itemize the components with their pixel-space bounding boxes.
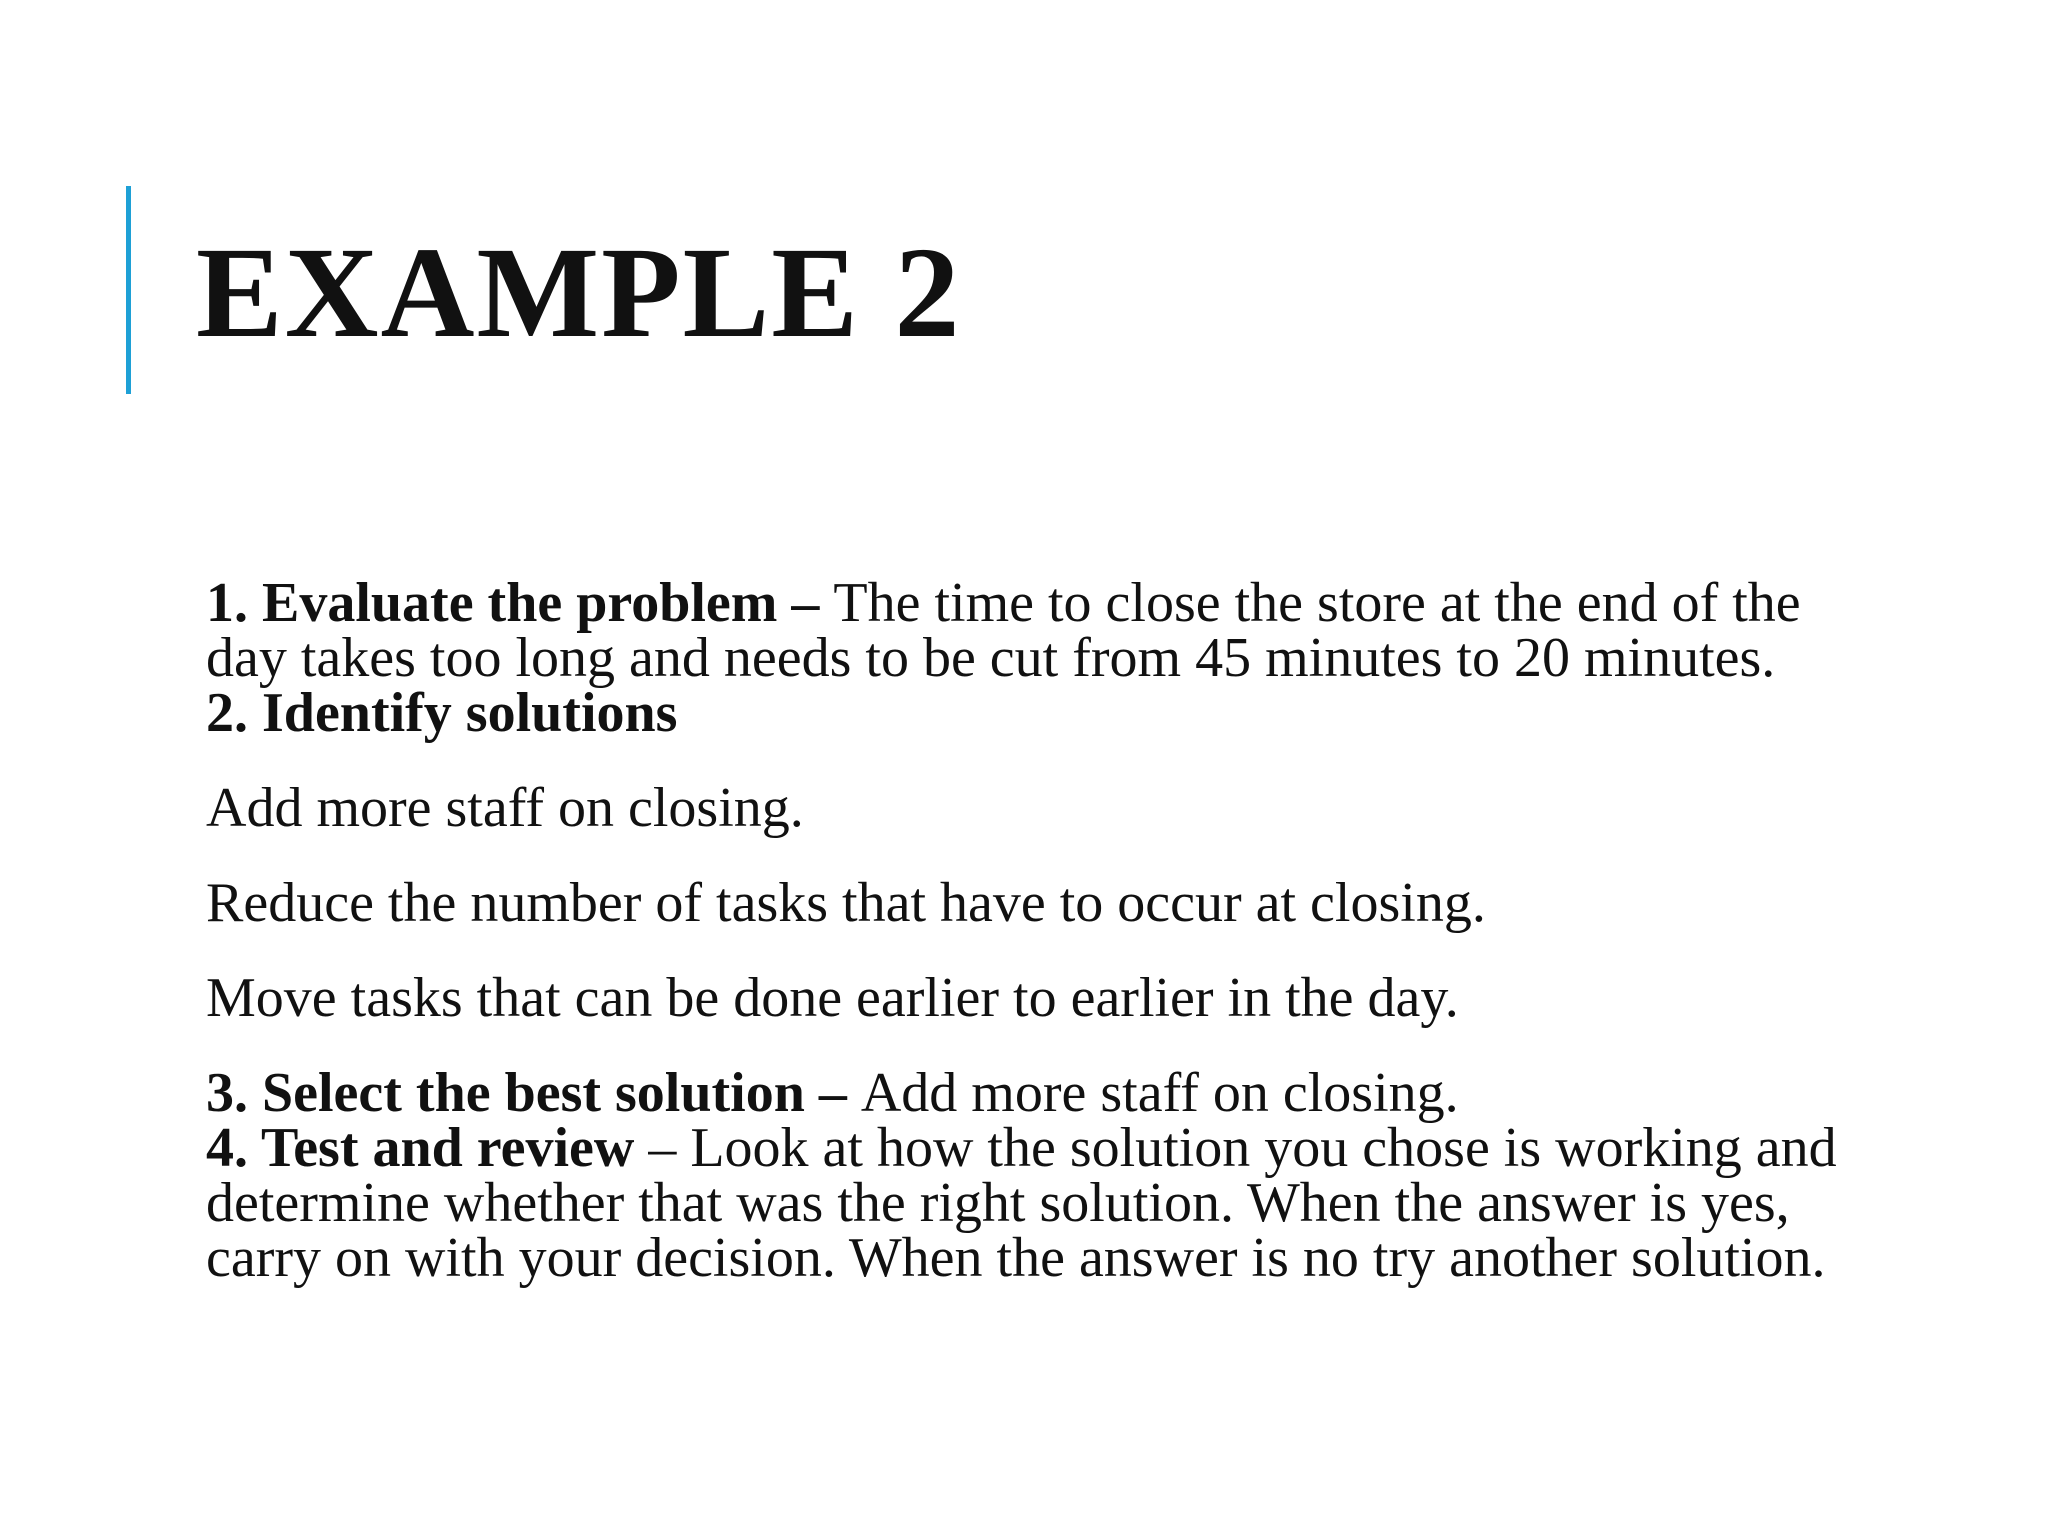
step-3-heading: 3. Select the best solution [206,1062,805,1124]
step-4-dash: – [634,1117,691,1179]
slide-body [206,572,1846,1289]
step-3-dash: – [804,1062,861,1124]
step-4-heading: 4. Test and review [206,1117,635,1179]
title-accent-bar [126,186,131,394]
solutions-list [206,777,1846,1029]
solution-item-3: Move tasks that can be done earlier to earlier in the day. [206,967,1459,1029]
step-2 [206,682,1846,744]
step-3-text: Add more staff on closing. [860,1062,1459,1124]
solution-item-2: Reduce the number of tasks that have to occur at closing. [206,872,1486,934]
step-1-text: The time to close the store at the end of the day takes too long and needs to be cut from 45 minutes to 20 minutes. [206,572,1801,689]
step-4 [206,1117,1846,1289]
step-3 [206,1062,1846,1124]
step-2-heading: 2. Identify solutions [206,682,678,744]
slide-title: EXAMPLE 2 [196,221,962,365]
step-1-heading: 1. Evaluate the problem [206,572,778,634]
step-4-text: Look at how the solution you chose is working and determine whether that was the right solution. When the answer is yes, carry on with your decision. When the answer is no try another solution. [206,1117,1837,1289]
solution-item-1: Add more staff on closing. [206,777,804,839]
step-1 [206,572,1846,689]
step-1-dash: – [777,572,834,634]
